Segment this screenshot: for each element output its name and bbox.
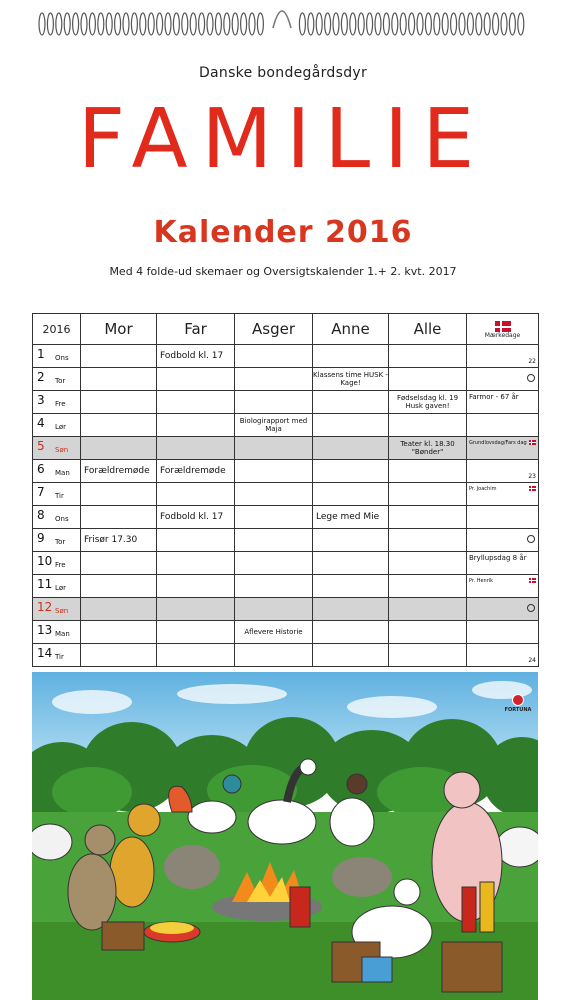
- day-cell: [33, 598, 81, 621]
- entry-mor[interactable]: Frisør 17.30: [81, 529, 157, 552]
- entry-asger[interactable]: [235, 345, 313, 368]
- spiral-coil: [207, 13, 213, 35]
- column-header-mor: Mor: [81, 314, 157, 345]
- entry-alle[interactable]: [389, 345, 467, 368]
- entry-alle[interactable]: Fødselsdag kl. 19 Husk gaven!: [389, 391, 467, 414]
- spiral-coil: [518, 13, 524, 35]
- calendar-row: [33, 621, 539, 644]
- day-name: Fre: [55, 400, 66, 408]
- entry-asger[interactable]: [235, 575, 313, 598]
- day-name: Lør: [55, 584, 67, 592]
- calendar-grid: [32, 313, 539, 667]
- day-cell: [33, 575, 81, 598]
- entry-mor[interactable]: [81, 437, 157, 460]
- spiral-coil: [190, 13, 196, 35]
- spiral-coil: [333, 13, 339, 35]
- moon-phase-icon: [527, 535, 535, 543]
- day-name: Man: [55, 630, 70, 638]
- entry-asger[interactable]: [235, 506, 313, 529]
- publisher-logo: FORTUNA: [500, 694, 536, 713]
- maerkedag-text: Farmor - 67 år: [469, 393, 519, 401]
- tagline: Med 4 folde-ud skemaer og Oversigtskalender 1.+ 2. kvt. 2017: [109, 265, 457, 278]
- day-name: Man: [55, 469, 70, 477]
- spiral-coil: [425, 13, 431, 35]
- column-header-far: Far: [157, 314, 235, 345]
- year-header: 2016: [33, 314, 81, 345]
- spiral-coil: [165, 13, 171, 35]
- maerkedag-text: Grundlovsdag/Fars dag: [469, 440, 527, 446]
- maerkedag-cell[interactable]: [467, 414, 539, 437]
- spiral-coil: [106, 13, 112, 35]
- entry-mor[interactable]: [81, 598, 157, 621]
- day-name: Ons: [55, 354, 69, 362]
- day-cell: [33, 552, 81, 575]
- entry-far[interactable]: [157, 437, 235, 460]
- column-header-asger: Asger: [235, 314, 313, 345]
- day-name: Tir: [55, 492, 64, 500]
- spiral-coil: [173, 13, 179, 35]
- maerkedag-cell[interactable]: [467, 644, 539, 667]
- entry-anne[interactable]: [313, 414, 389, 437]
- spiral-coil: [199, 13, 205, 35]
- calendar-row: [33, 644, 539, 667]
- spiral-coil: [392, 13, 398, 35]
- spiral-coil: [434, 13, 440, 35]
- entry-far[interactable]: Fodbold kl. 17: [157, 345, 235, 368]
- entry-asger[interactable]: [235, 437, 313, 460]
- entry-asger[interactable]: [235, 598, 313, 621]
- entry-anne[interactable]: [313, 437, 389, 460]
- entry-mor[interactable]: [81, 552, 157, 575]
- calendar-row: [33, 598, 539, 621]
- entry-mor[interactable]: [81, 621, 157, 644]
- entry-mor[interactable]: [81, 368, 157, 391]
- spiral-coil: [241, 13, 247, 35]
- maerkedag-text: Pr. Henrik: [469, 578, 494, 584]
- entry-anne[interactable]: [313, 575, 389, 598]
- entry-alle[interactable]: [389, 414, 467, 437]
- week-number: 24: [528, 657, 536, 664]
- entry-anne[interactable]: [313, 598, 389, 621]
- spiral-coil: [350, 13, 356, 35]
- day-cell: [33, 483, 81, 506]
- spiral-coil: [157, 13, 163, 35]
- entry-far[interactable]: [157, 529, 235, 552]
- entry-alle[interactable]: [389, 552, 467, 575]
- entry-far[interactable]: [157, 552, 235, 575]
- spiral-coil: [451, 13, 457, 35]
- entry-mor[interactable]: Forældremøde: [81, 460, 157, 483]
- spiral-coil: [358, 13, 364, 35]
- spiral-coil: [224, 13, 230, 35]
- entry-asger[interactable]: [235, 552, 313, 575]
- calendar-row: [33, 506, 539, 529]
- entry-alle[interactable]: [389, 644, 467, 667]
- farm-animals-illustration: [32, 672, 538, 1000]
- maerkedag-text: Pr. Joachim: [469, 486, 497, 492]
- entry-alle[interactable]: [389, 506, 467, 529]
- day-number: 12: [37, 600, 53, 614]
- week-number: 23: [528, 473, 536, 480]
- spiral-coil: [73, 13, 79, 35]
- day-number: 8: [37, 508, 45, 522]
- day-name: Søn: [55, 446, 69, 454]
- column-header-alle: Alle: [389, 314, 467, 345]
- spiral-coil: [501, 13, 507, 35]
- day-cell: [33, 437, 81, 460]
- entry-mor[interactable]: [81, 345, 157, 368]
- day-cell: [33, 345, 81, 368]
- day-number: 1: [37, 347, 45, 361]
- moon-phase-icon: [527, 374, 535, 382]
- entry-anne[interactable]: Lege med Mie: [313, 506, 389, 529]
- entry-mor[interactable]: [81, 391, 157, 414]
- entry-alle[interactable]: [389, 598, 467, 621]
- spiral-coil: [341, 13, 347, 35]
- spiral-coil: [140, 13, 146, 35]
- spiral-coil: [467, 13, 473, 35]
- spiral-coil: [316, 13, 322, 35]
- spiral-coil: [383, 13, 389, 35]
- entry-alle[interactable]: Teater kl. 18.30 "Bønder": [389, 437, 467, 460]
- spiral-coil: [299, 13, 305, 35]
- maerkedag-cell[interactable]: [467, 506, 539, 529]
- calendar-row: [33, 483, 539, 506]
- hanger-hook: [270, 0, 294, 30]
- entry-anne[interactable]: [313, 644, 389, 667]
- day-cell: [33, 621, 81, 644]
- moon-phase-icon: [527, 604, 535, 612]
- maerkedag-cell[interactable]: [467, 575, 539, 598]
- day-number: 13: [37, 623, 53, 637]
- flag-day-icon: [529, 486, 536, 491]
- spiral-coil: [123, 13, 129, 35]
- entry-asger[interactable]: [235, 460, 313, 483]
- fortuna-logo-icon: [512, 694, 524, 706]
- flag-day-icon: [529, 578, 536, 583]
- spiral-coil: [148, 13, 154, 35]
- spiral-coil: [375, 13, 381, 35]
- entry-mor[interactable]: [81, 644, 157, 667]
- spiral-coil: [367, 13, 373, 35]
- day-number: 3: [37, 393, 45, 407]
- day-cell: [33, 414, 81, 437]
- calendar-row: [33, 529, 539, 552]
- calendar-row: [33, 391, 539, 414]
- spiral-coil: [493, 13, 499, 35]
- maerkedag-cell[interactable]: [467, 598, 539, 621]
- calendar-row: [33, 437, 539, 460]
- spiral-coil: [89, 13, 95, 35]
- calendar-row: [33, 345, 539, 368]
- spiral-coil: [56, 13, 62, 35]
- entry-alle[interactable]: [389, 575, 467, 598]
- day-number: 7: [37, 485, 45, 499]
- spiral-coil: [98, 13, 104, 35]
- entry-anne[interactable]: [313, 483, 389, 506]
- spiral-coil: [484, 13, 490, 35]
- entry-alle[interactable]: [389, 368, 467, 391]
- entry-asger[interactable]: [235, 391, 313, 414]
- day-cell: [33, 391, 81, 414]
- danish-flag-icon: [495, 321, 511, 332]
- entry-anne[interactable]: [313, 391, 389, 414]
- subtitle: Danske bondegårdsdyr: [198, 65, 368, 81]
- entry-asger[interactable]: [235, 368, 313, 391]
- entry-anne[interactable]: [313, 552, 389, 575]
- entry-anne[interactable]: Klassens time HUSK - Kage!: [313, 368, 389, 391]
- entry-far[interactable]: [157, 483, 235, 506]
- entry-asger[interactable]: [235, 644, 313, 667]
- spiral-coil: [400, 13, 406, 35]
- entry-anne[interactable]: [313, 621, 389, 644]
- calendar-row: [33, 368, 539, 391]
- day-name: Lør: [55, 423, 67, 431]
- calendar-row: [33, 575, 539, 598]
- entry-alle[interactable]: [389, 460, 467, 483]
- maerkedag-cell[interactable]: [467, 368, 539, 391]
- spiral-coil: [308, 13, 314, 35]
- spiral-coil: [257, 13, 263, 35]
- maerkedag-cell[interactable]: [467, 345, 539, 368]
- maerkedag-cell[interactable]: [467, 437, 539, 460]
- maerkedag-cell[interactable]: [467, 552, 539, 575]
- entry-far[interactable]: [157, 644, 235, 667]
- entry-asger[interactable]: Biologirapport med Maja: [235, 414, 313, 437]
- day-name: Tor: [55, 538, 66, 546]
- week-number: 22: [528, 358, 536, 365]
- spiral-coil: [215, 13, 221, 35]
- spiral-coil: [232, 13, 238, 35]
- day-number: 6: [37, 462, 45, 476]
- page-title: FAMILIE: [77, 92, 489, 187]
- entry-alle[interactable]: [389, 529, 467, 552]
- spiral-coil: [442, 13, 448, 35]
- day-cell: [33, 368, 81, 391]
- spiral-coil: [131, 13, 137, 35]
- maerkedag-cell[interactable]: [467, 391, 539, 414]
- day-cell: [33, 460, 81, 483]
- entry-mor[interactable]: [81, 483, 157, 506]
- spiral-coil: [64, 13, 70, 35]
- maerkedag-cell[interactable]: [467, 460, 539, 483]
- flag-day-icon: [529, 440, 536, 445]
- spiral-coil: [182, 13, 188, 35]
- spiral-coil: [81, 13, 87, 35]
- day-number: 4: [37, 416, 45, 430]
- day-number: 9: [37, 531, 45, 545]
- entry-far[interactable]: [157, 575, 235, 598]
- day-cell: [33, 644, 81, 667]
- calendar-row: [33, 414, 539, 437]
- entry-anne[interactable]: [313, 529, 389, 552]
- maerkedag-cell[interactable]: [467, 483, 539, 506]
- entry-far[interactable]: [157, 621, 235, 644]
- entry-mor[interactable]: [81, 575, 157, 598]
- day-number: 2: [37, 370, 45, 384]
- day-cell: [33, 506, 81, 529]
- maerkedag-text: Bryllupsdag 8 år: [469, 554, 527, 562]
- column-header-maerkedage: Mærkedage: [467, 314, 539, 345]
- entry-far[interactable]: [157, 414, 235, 437]
- maerkedag-cell[interactable]: [467, 529, 539, 552]
- day-number: 10: [37, 554, 53, 568]
- entry-anne[interactable]: [313, 345, 389, 368]
- entry-alle[interactable]: [389, 483, 467, 506]
- entry-far[interactable]: Forældremøde: [157, 460, 235, 483]
- maerkedag-cell[interactable]: [467, 621, 539, 644]
- spiral-coil: [249, 13, 255, 35]
- entry-far[interactable]: [157, 598, 235, 621]
- spiral-coil: [476, 13, 482, 35]
- day-number: 5: [37, 439, 45, 453]
- entry-asger[interactable]: [235, 483, 313, 506]
- entry-mor[interactable]: [81, 414, 157, 437]
- spiral-coil: [509, 13, 515, 35]
- day-name: Tir: [55, 653, 64, 661]
- spiral-coil: [115, 13, 121, 35]
- day-cell: [33, 529, 81, 552]
- calendar-row: [33, 460, 539, 483]
- spiral-coil: [417, 13, 423, 35]
- entry-far[interactable]: Fodbold kl. 17: [157, 506, 235, 529]
- day-name: Ons: [55, 515, 69, 523]
- spiral-coil: [47, 13, 53, 35]
- entry-anne[interactable]: [313, 460, 389, 483]
- spiral-coil: [39, 13, 45, 35]
- spiral-coil: [325, 13, 331, 35]
- entry-alle[interactable]: [389, 621, 467, 644]
- day-number: 14: [37, 646, 53, 660]
- calendar-year-title: Kalender 2016: [153, 215, 413, 250]
- spiral-coil: [459, 13, 465, 35]
- calendar-row: [33, 552, 539, 575]
- day-number: 11: [37, 577, 53, 591]
- spiral-coil: [409, 13, 415, 35]
- entry-asger[interactable]: Aflevere Historie: [235, 621, 313, 644]
- entry-mor[interactable]: [81, 506, 157, 529]
- column-header-anne: Anne: [313, 314, 389, 345]
- entry-far[interactable]: [157, 391, 235, 414]
- entry-far[interactable]: [157, 368, 235, 391]
- day-name: Fre: [55, 561, 66, 569]
- day-name: Søn: [55, 607, 69, 615]
- day-name: Tor: [55, 377, 66, 385]
- entry-asger[interactable]: [235, 529, 313, 552]
